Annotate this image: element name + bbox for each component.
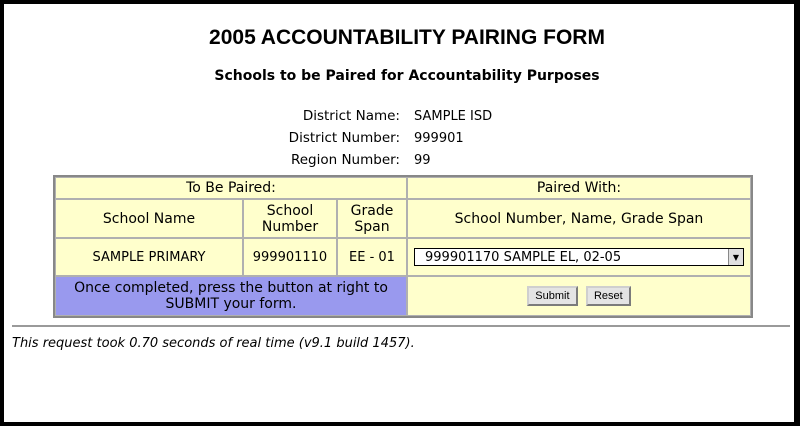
region-number-value: 99 — [414, 153, 431, 168]
col-school-number-line2: Number — [261, 218, 319, 235]
district-number-label: District Number: — [288, 130, 400, 146]
column-header-row — [55, 199, 751, 238]
district-number-value: 999901 — [414, 131, 464, 146]
table-row — [55, 238, 751, 276]
to-be-paired-header: To Be Paired: — [55, 177, 407, 199]
page-frame — [3, 3, 795, 423]
reset-button[interactable]: Reset — [586, 286, 631, 306]
chevron-down-icon[interactable]: ▼ — [728, 249, 743, 265]
divider — [12, 325, 790, 327]
pairing-table — [53, 175, 753, 318]
col-school-name: School Name — [55, 199, 243, 238]
district-name-value: SAMPLE ISD — [414, 109, 493, 124]
region-number-row — [244, 152, 492, 174]
district-info — [244, 108, 492, 174]
submit-button[interactable]: Submit — [527, 286, 577, 306]
col-grade-span-line1: Grade — [350, 202, 394, 219]
district-name-row — [244, 108, 492, 130]
instruction-line2: SUBMIT your form. — [165, 296, 297, 312]
grade-span-cell: EE - 01 — [337, 238, 407, 276]
district-number-row — [244, 130, 492, 152]
col-school-number — [243, 199, 337, 238]
col-grade-span — [337, 199, 407, 238]
instruction-line1: Once completed, press the button at right to — [74, 280, 388, 296]
page-title: 2005 ACCOUNTABILITY PAIRING FORM — [209, 26, 605, 49]
col-grade-span-line2: Span — [354, 218, 390, 235]
paired-with-cell — [407, 238, 751, 276]
region-number-label: Region Number: — [290, 152, 400, 168]
page-subtitle: Schools to be Paired for Accountability Purposes — [214, 68, 600, 84]
status-text: This request took 0.70 seconds of real time (v9.1 build 1457). — [12, 336, 415, 351]
instruction-cell — [55, 276, 407, 316]
col-school-number-line1: School — [266, 202, 314, 219]
col-paired-with: School Number, Name, Grade Span — [407, 199, 751, 238]
paired-school-select[interactable] — [414, 248, 744, 266]
district-name-label: District Name: — [302, 108, 400, 124]
school-number-cell: 999901110 — [243, 238, 337, 276]
group-header-row — [55, 177, 751, 199]
action-row — [55, 276, 751, 316]
school-name-cell: SAMPLE PRIMARY — [55, 238, 243, 276]
buttons-cell — [407, 276, 751, 316]
paired-with-header: Paired With: — [407, 177, 751, 199]
paired-school-select-value: 999901170 SAMPLE EL, 02-05 — [425, 249, 622, 265]
